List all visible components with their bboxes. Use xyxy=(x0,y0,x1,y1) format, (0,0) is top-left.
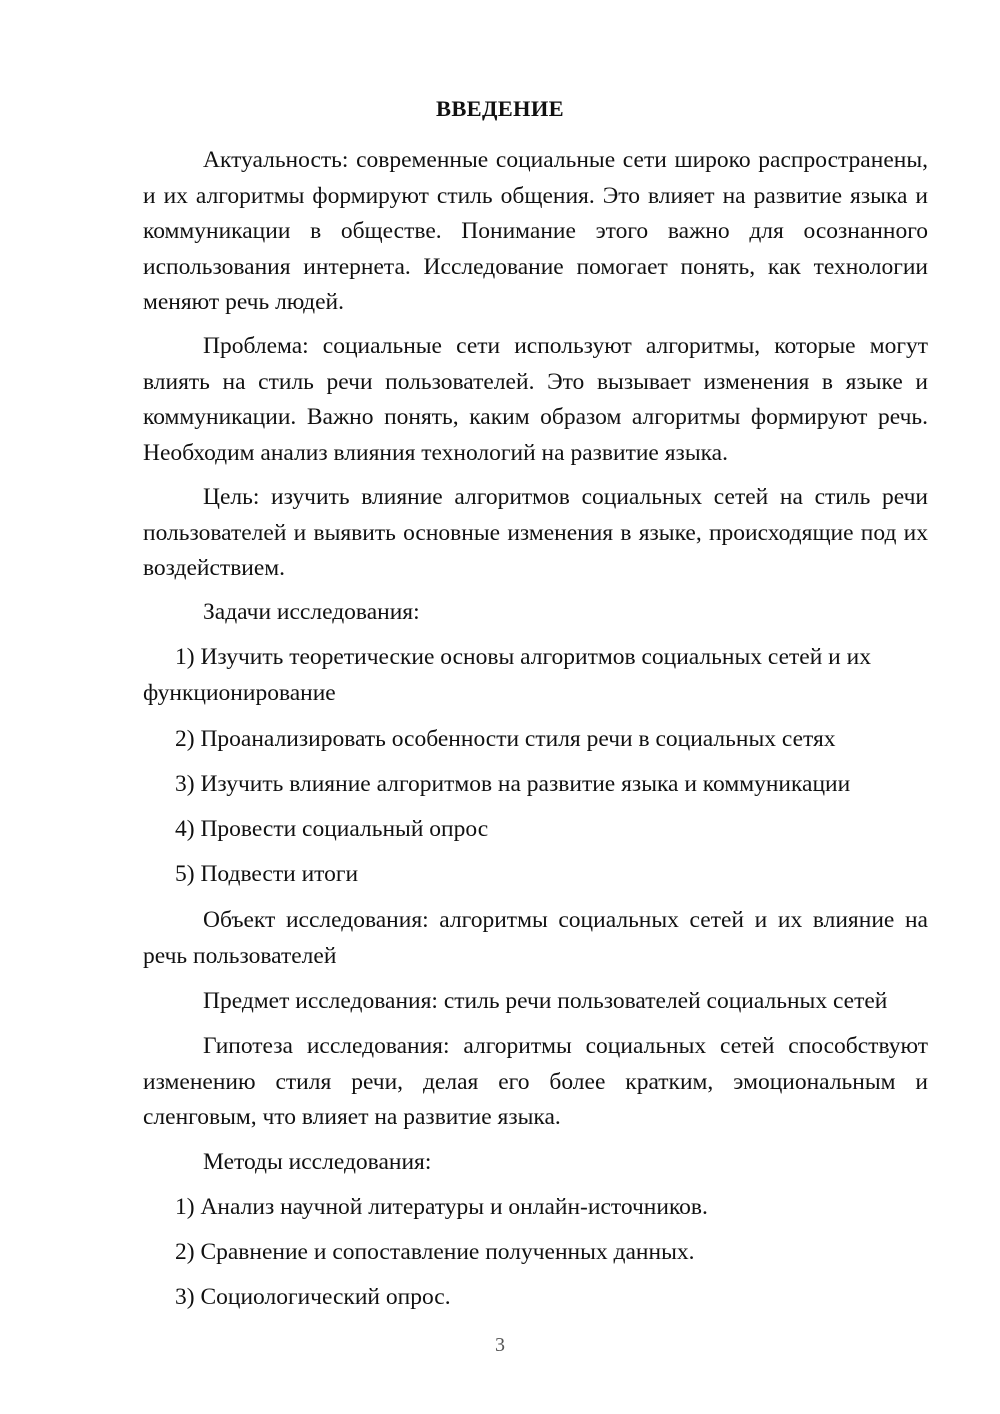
task-item-2: 2) Проанализировать особенности стиля речи в социальных сетях xyxy=(175,726,836,752)
task-item-3: 3) Изучить влияние алгоритмов на развитие языка и коммуникации xyxy=(175,771,851,797)
task-item-4: 4) Провести социальный опрос xyxy=(175,816,489,842)
relevance-paragraph: Актуальность: современные социальные сети широко распространены, и их алгоритмы формируют стиль общения. Это влияет на развитие языка и коммуникации в обществе. Понимание этого важно для осознанного использования интернета. Исследование помогает понять, как технологии меняют речь людей. xyxy=(143,147,928,315)
object-paragraph: Объект исследования: алгоритмы социальных сетей и их влияние на речь пользователей xyxy=(143,907,928,969)
method-item-2: 2) Сравнение и сопоставление полученных данных. xyxy=(175,1239,695,1265)
task-item-5: 5) Подвести итоги xyxy=(175,861,359,887)
page-title: ВВЕДЕНИЕ xyxy=(436,96,564,121)
method-item-3: 3) Социологический опрос. xyxy=(175,1284,451,1310)
methods-heading: Методы исследования: xyxy=(203,1149,432,1175)
task-item-1: 1) Изучить теоретические основы алгоритмов социальных сетей и их функционирование xyxy=(143,644,871,706)
method-item-1: 1) Анализ научной литературы и онлайн-источников. xyxy=(175,1194,708,1220)
tasks-heading: Задачи исследования: xyxy=(203,599,420,625)
page-number: 3 xyxy=(495,1334,505,1356)
subject-paragraph: Предмет исследования: стиль речи пользователей социальных сетей xyxy=(203,988,888,1014)
goal-paragraph: Цель: изучить влияние алгоритмов социальных сетей на стиль речи пользователей и выявить основные изменения в языке, происходящие под их воздействием. xyxy=(143,484,928,581)
hypothesis-paragraph: Гипотеза исследования: алгоритмы социальных сетей способствуют изменению стиля речи, делая его более кратким, эмоциональным и сленговым, что влияет на развитие языка. xyxy=(143,1033,928,1130)
problem-paragraph: Проблема: социальные сети используют алгоритмы, которые могут влиять на стиль речи пользователей. Это вызывает изменения в языке и коммуникации. Важно понять, каким образом алгоритмы формируют речь. Необходим анализ влияния технологий на развитие языка. xyxy=(143,333,928,466)
